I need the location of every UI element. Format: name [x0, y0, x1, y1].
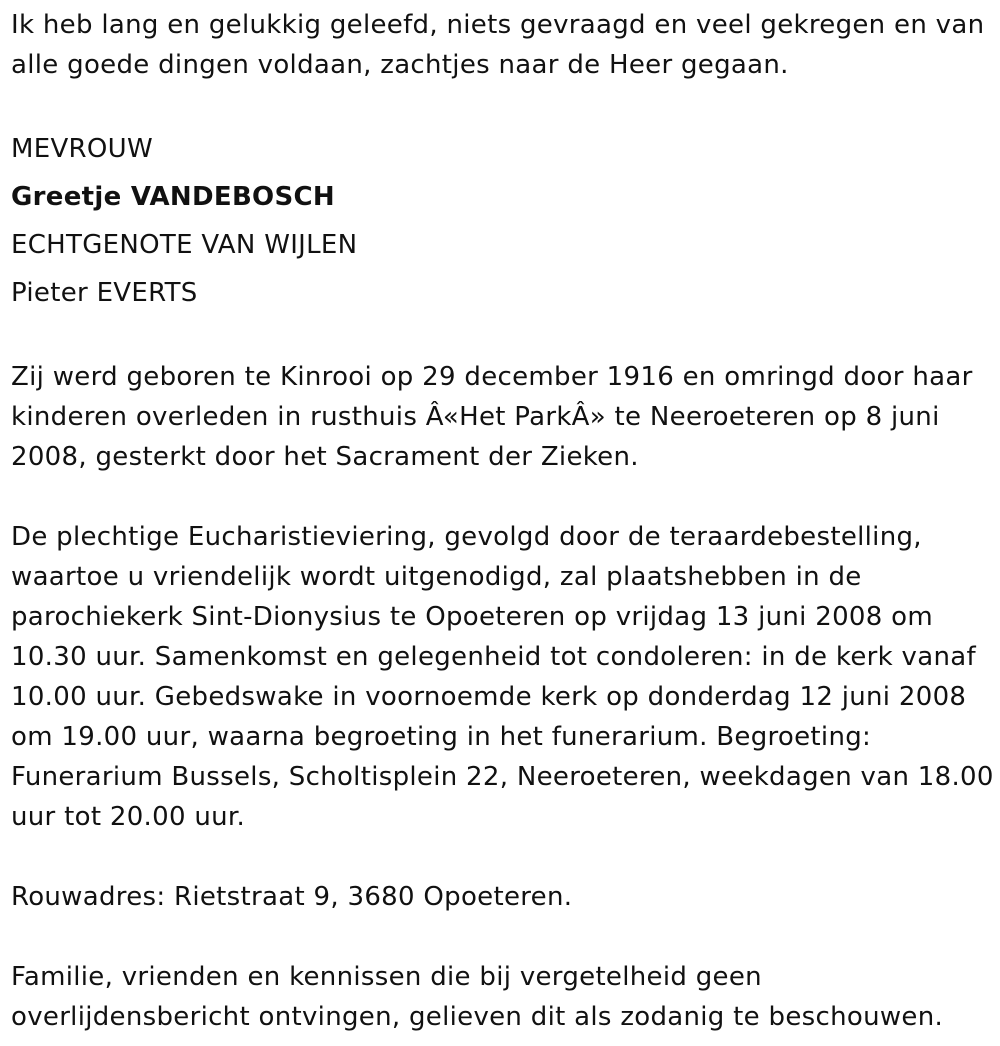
deceased-name: Greetje VANDEBOSCH: [11, 182, 335, 212]
spacer: [11, 477, 991, 517]
deceased-block: [11, 125, 991, 317]
obituary-text: [11, 5, 994, 1037]
intro-line: alle goede dingen voldaan, zachtjes naar de Heer gegaan.: [11, 50, 789, 80]
ceremony-paragraph: [11, 517, 994, 837]
ceremony-line: waartoe u vriendelijk wordt uitgenodigd, zal plaatshebben in de: [11, 562, 862, 592]
spouse-name: Pieter EVERTS: [11, 278, 198, 308]
ceremony-line: De plechtige Eucharistieviering, gevolgd door de teraardebestelling,: [11, 522, 922, 552]
birth-death-paragraph: [11, 357, 991, 477]
intro-paragraph: [11, 5, 991, 85]
ceremony-line: Funerarium Bussels, Scholtisplein 22, Neeroeteren, weekdagen van 18.00: [11, 762, 994, 792]
spacer: [11, 837, 991, 877]
birth-death-line: kinderen overleden in rusthuis Â«Het ParkÂ» te Neeroeteren op 8 juni: [11, 402, 940, 432]
spacer: [11, 317, 991, 357]
ceremony-line: 10.00 uur. Gebedswake in voornoemde kerk op donderdag 12 juni 2008: [11, 682, 967, 712]
address-paragraph: [11, 877, 991, 917]
birth-death-line: 2008, gesterkt door het Sacrament der Zieken.: [11, 442, 639, 472]
birth-death-line: Zij werd geboren te Kinrooi op 29 december 1916 en omringd door haar: [11, 362, 973, 392]
ceremony-line: 10.30 uur. Samenkomst en gelegenheid tot condoleren: in de kerk vanaf: [11, 642, 976, 672]
funeral-address: Rouwadres: Rietstraat 9, 3680 Opoeteren.: [11, 882, 573, 912]
deceased-relation: ECHTGENOTE VAN WIJLEN: [11, 230, 358, 260]
ceremony-line: parochiekerk Sint-Dionysius te Opoeteren op vrijdag 13 juni 2008 om: [11, 602, 934, 632]
closing-line: Familie, vrienden en kennissen die bij vergetelheid geen: [11, 962, 762, 992]
spacer: [11, 917, 991, 957]
intro-line: Ik heb lang en gelukkig geleefd, niets gevraagd en veel gekregen en van: [11, 10, 985, 40]
closing-line: overlijdensbericht ontvingen, gelieven dit als zodanig te beschouwen.: [11, 1002, 944, 1032]
ceremony-line: om 19.00 uur, waarna begroeting in het funerarium. Begroeting:: [11, 722, 872, 752]
ceremony-line: uur tot 20.00 uur.: [11, 802, 246, 832]
spacer: [11, 85, 991, 125]
closing-paragraph: [11, 957, 991, 1037]
deceased-title: MEVROUW: [11, 134, 154, 164]
